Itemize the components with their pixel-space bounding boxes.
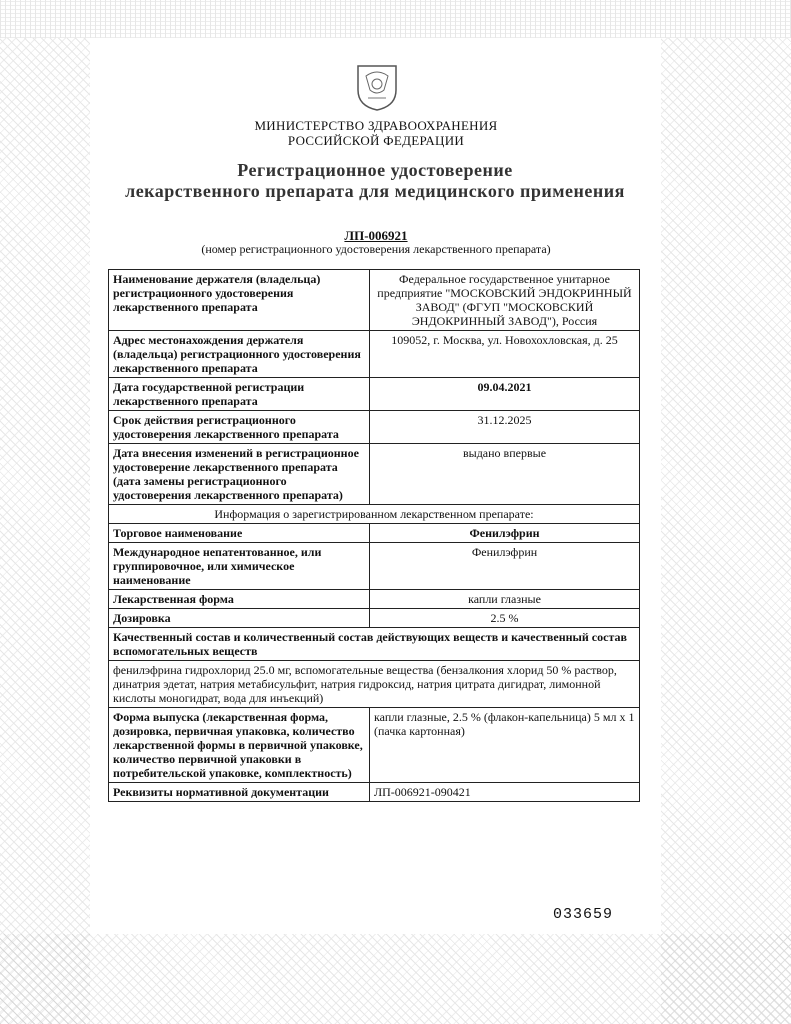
validity-value: 31.12.2025 (370, 411, 640, 444)
inn-value: Фенилэфрин (370, 543, 640, 590)
release-form-label: Форма выпуска (лекарственная форма, дозировка, первичная упаковка, количество лекарственной формы в первичной упаковке, количество первичной упаковки в потребительской упаковке, комплектность) (109, 708, 370, 783)
table-row (109, 524, 640, 543)
drug-info-heading: Информация о зарегистрированном лекарственном препарате: (109, 505, 640, 524)
scan-noise-top (0, 0, 791, 38)
release-form-value: капли глазные, 2.5 % (флакон-капельница) 5 мл х 1 (пачка картонная) (370, 708, 640, 783)
composition-value: фенилэфрина гидрохлорид 25.0 мг, вспомогательные вещества (бензалкония хлорид 50 % раствор, динатрия эдетат, натрия метабисульфит, натрия гидроксид, натрия цитрата дигидрат, лимонной кислоты моногидрат, вода для инъекций) (109, 661, 640, 708)
table-row (109, 270, 640, 331)
table-row (109, 378, 640, 411)
scan-noise-left (0, 38, 90, 1024)
certificate-table (108, 269, 640, 802)
dosage-value: 2.5 % (370, 609, 640, 628)
coat-of-arms-icon (354, 60, 400, 112)
dosage-form-label: Лекарственная форма (109, 590, 370, 609)
changes-date-value: выдано впервые (370, 444, 640, 505)
registration-number-value: ЛП-006921 (344, 228, 408, 243)
dosage-form-value: капли глазные (370, 590, 640, 609)
composition-heading: Качественный состав и количественный состав действующих веществ и качественный состав вспомогательных веществ (109, 628, 640, 661)
table-row (109, 628, 640, 661)
form-serial-number: 033659 (553, 906, 614, 923)
inn-label: Международное непатентованное, или группировочное, или химическое наименование (109, 543, 370, 590)
table-row (109, 505, 640, 524)
dosage-label: Дозировка (109, 609, 370, 628)
certificate-title (80, 160, 670, 202)
table-row (109, 331, 640, 378)
validity-label: Срок действия регистрационного удостоверения лекарственного препарата (109, 411, 370, 444)
table-row (109, 708, 640, 783)
table-row (109, 590, 640, 609)
ministry-line-1: МИНИСТЕРСТВО ЗДРАВООХРАНЕНИЯ (254, 118, 498, 133)
scan-noise-right (661, 38, 791, 1024)
table-row (109, 661, 640, 708)
holder-address-value: 109052, г. Москва, ул. Новохохловская, д. 25 (370, 331, 640, 378)
scan-noise-bottom (0, 934, 791, 1024)
holder-name-label: Наименование держателя (владельца) регистрационного удостоверения лекарственного препарата (109, 270, 370, 331)
table-row (109, 411, 640, 444)
ministry-name (200, 118, 552, 148)
trade-name-label: Торговое наименование (109, 524, 370, 543)
normative-docs-value: ЛП-006921-090421 (370, 783, 640, 802)
normative-docs-label: Реквизиты нормативной документации (109, 783, 370, 802)
registration-date-value: 09.04.2021 (370, 378, 640, 411)
certificate-title-line-2: лекарственного препарата для медицинского применения (125, 181, 625, 201)
changes-date-label: Дата внесения изменений в регистрационное удостоверение лекарственного препарата (дата замены регистрационного удостоверения лекарственного препарата) (109, 444, 370, 505)
registration-date-label: Дата государственной регистрации лекарственного препарата (109, 378, 370, 411)
holder-name-value: Федеральное государственное унитарное предприятие "МОСКОВСКИЙ ЭНДОКРИННЫЙ ЗАВОД" (ФГУП "МОСКОВСКИЙ ЭНДОКРИННЫЙ ЗАВОД"), Россия (370, 270, 640, 331)
ministry-line-2: РОССИЙСКОЙ ФЕДЕРАЦИИ (287, 133, 465, 148)
table-row (109, 783, 640, 802)
table-row (109, 609, 640, 628)
certificate-title-line-1: Регистрационное удостоверение (237, 160, 513, 180)
trade-name-value: Фенилэфрин (370, 524, 640, 543)
registration-number-caption: (номер регистрационного удостоверения лекарственного препарата) (201, 242, 551, 256)
table-row (109, 444, 640, 505)
table-row (109, 543, 640, 590)
holder-address-label: Адрес местонахождения держателя (владельца) регистрационного удостоверения лекарственного препарата (109, 331, 370, 378)
